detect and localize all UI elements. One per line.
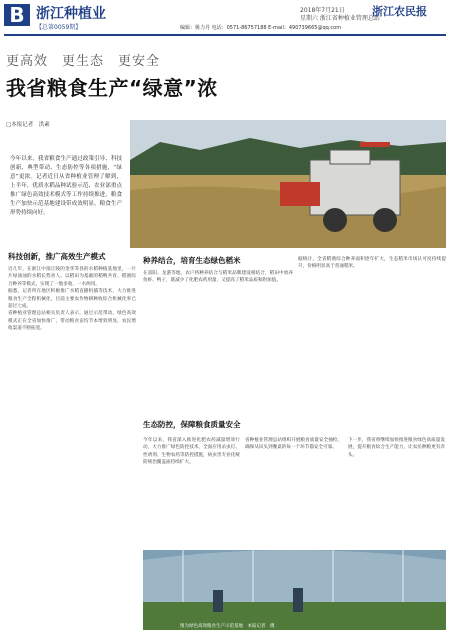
section-paragraph: 据统计，全省稻渔综合种养面积逐年扩大，生态稻米市场认可度持续提升，价格明显高于普通稻米。 (298, 257, 446, 270)
section-paragraph: 下一步，我省将继续加快推进粮食绿色高质量发展，提升粮食综合生产能力，让农民种粮更有奔头。 (348, 438, 445, 458)
section-mark: B (4, 4, 30, 26)
editor-contacts: 编辑：姚力丹 电话：0571-86757188 E-mail：490739665@qq.com (180, 25, 342, 31)
section-eco-rice-cont (298, 256, 446, 416)
greenhouse-photo (143, 550, 446, 630)
section-eco-rice (143, 256, 293, 416)
section-title: 浙江种植业 (36, 6, 106, 22)
kicker: 更高效 更生态 更安全 (6, 54, 161, 69)
section-paragraph: 据悉，记者所在地区积极推广水稻直播机插等技术，大力推进粮食生产全程机械化，目前主要农作物耕种收综合机械化率已超过七成。 (8, 289, 136, 310)
section-paragraph: 省种植业管理总站相关负责人表示，通过示范带动，绿色高效模式正在全省加快推广，带动粮食亩均节本增效明显，农民增收渠道不断拓宽。 (8, 311, 136, 332)
section-heading: 种养结合，培育生态绿色稻米 (143, 256, 241, 265)
byline: □本报记者 洪素 (6, 122, 50, 128)
issue-weekday: 星期六 浙江省种植业管理总站 (300, 15, 380, 22)
intro-paragraph: 今年以来，我省粮食生产通过政策引导、科技创新、典型带动、生态防控等各项措施，“绿意”更浓。记者近日从省种植业管理了解到，上半年，优质水稻品种试验示范、农业部重点推广绿色高效技术模式等工作持续推进，粮食生产加快示范基地建设带成效明显。粮食生产形势持续向好。 (10, 156, 122, 216)
section-heading: 生态防控，保障粮食质量安全 (143, 420, 241, 429)
issue-number: 【总第0059期】 (36, 24, 82, 31)
section-paragraph: 近几年，在浙江中部丘陵的金华等县的水稻种植基地里，一片片绿油油的水稻长势喜人。以稻田为基础的稻鸭共育、稻渔综合种养等模式，实现了一地多收、一水两用。 (8, 267, 136, 287)
section-tech (8, 252, 136, 632)
section-paragraph: 在富阳、龙游等地，农户将种养结合与稻米品牌建设相结合，稻田中放养鱼虾、鸭子，既减少了化肥农药用量，又提高了稻米品质和附加值。 (143, 271, 293, 284)
section-paragraph: 今年以来，我省深入推进化肥农药减量增效行动，大力推广绿色防控技术，全面应用杀虫灯、性诱剂、生物农药等防控措施，病虫害专业化统防统治覆盖面持续扩大。 (143, 438, 240, 466)
photo-caption: 图为绿色高效粮食生产示范基地 本报记者 摄 (180, 624, 275, 629)
issue-date: 2018年7月21日 (300, 7, 345, 14)
newspaper-name: 浙江农民报 (372, 5, 427, 18)
harvester-photo (130, 120, 446, 248)
section-paragraph: 省种植业管理总站组织开展粮食质量安全抽检，确保从田头到餐桌的每一个环节都安全可靠。 (245, 438, 342, 451)
section-heading: 科技创新，推广高效生产模式 (8, 252, 106, 261)
headline: 我省粮食生产“绿意”浓 (6, 76, 218, 100)
header-rule (4, 34, 446, 36)
